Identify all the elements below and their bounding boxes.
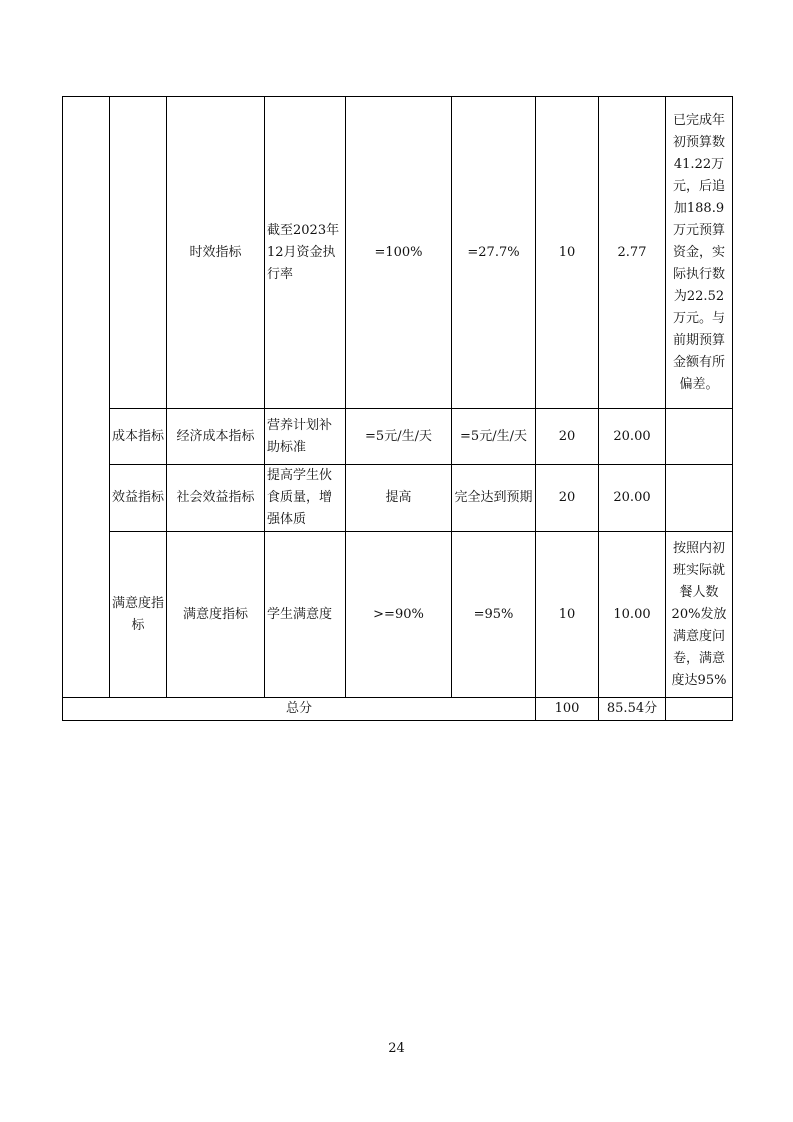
remark-cell: 已完成年初预算数41.22万元，后追加188.9万元预算资金，实际执行数为22.52万元。与前期预算金额有所偏差。: [666, 97, 733, 409]
remark-cell: [666, 409, 733, 465]
planned-value-cell: =100%: [346, 97, 452, 409]
total-row: [63, 698, 733, 721]
target-desc-cell: 营养计划补助标准: [265, 409, 346, 465]
planned-value-cell: >=90%: [346, 532, 452, 698]
remark-cell: 按照内初班实际就餐人数20%发放满意度问卷，满意度达95%: [666, 532, 733, 698]
merged-level1-cell: [63, 97, 110, 698]
score-cell: 20.00: [599, 409, 666, 465]
target-desc-cell: 截至2023年12月资金执行率: [265, 97, 346, 409]
planned-value-cell: =5元/生/天: [346, 409, 452, 465]
table-row: [63, 532, 733, 698]
performance-table: [62, 96, 733, 721]
total-score: 85.54分: [599, 698, 666, 721]
remark-cell: [666, 465, 733, 532]
weight-cell: 10: [536, 97, 599, 409]
score-cell: 10.00: [599, 532, 666, 698]
total-remark-cell: [666, 698, 733, 721]
weight-cell: 20: [536, 409, 599, 465]
planned-value-cell: 提高: [346, 465, 452, 532]
category-cell: 满意度指标: [110, 532, 167, 698]
actual-value-cell: =27.7%: [452, 97, 536, 409]
table-row: [63, 409, 733, 465]
indicator-cell: 满意度指标: [167, 532, 265, 698]
category-cell: [110, 97, 167, 409]
indicator-cell: 时效指标: [167, 97, 265, 409]
page-number: 24: [388, 1041, 405, 1056]
indicator-cell: 经济成本指标: [167, 409, 265, 465]
score-cell: 20.00: [599, 465, 666, 532]
weight-cell: 20: [536, 465, 599, 532]
category-cell: 成本指标: [110, 409, 167, 465]
actual-value-cell: =5元/生/天: [452, 409, 536, 465]
actual-value-cell: =95%: [452, 532, 536, 698]
table-row: [63, 97, 733, 409]
weight-cell: 10: [536, 532, 599, 698]
score-cell: 2.77: [599, 97, 666, 409]
total-label: 总分: [63, 698, 536, 721]
target-desc-cell: 提高学生伙食质量，增强体质: [265, 465, 346, 532]
actual-value-cell: 完全达到预期: [452, 465, 536, 532]
total-weight: 100: [536, 698, 599, 721]
category-cell: 效益指标: [110, 465, 167, 532]
indicator-cell: 社会效益指标: [167, 465, 265, 532]
table-row: [63, 465, 733, 532]
target-desc-cell: 学生满意度: [265, 532, 346, 698]
